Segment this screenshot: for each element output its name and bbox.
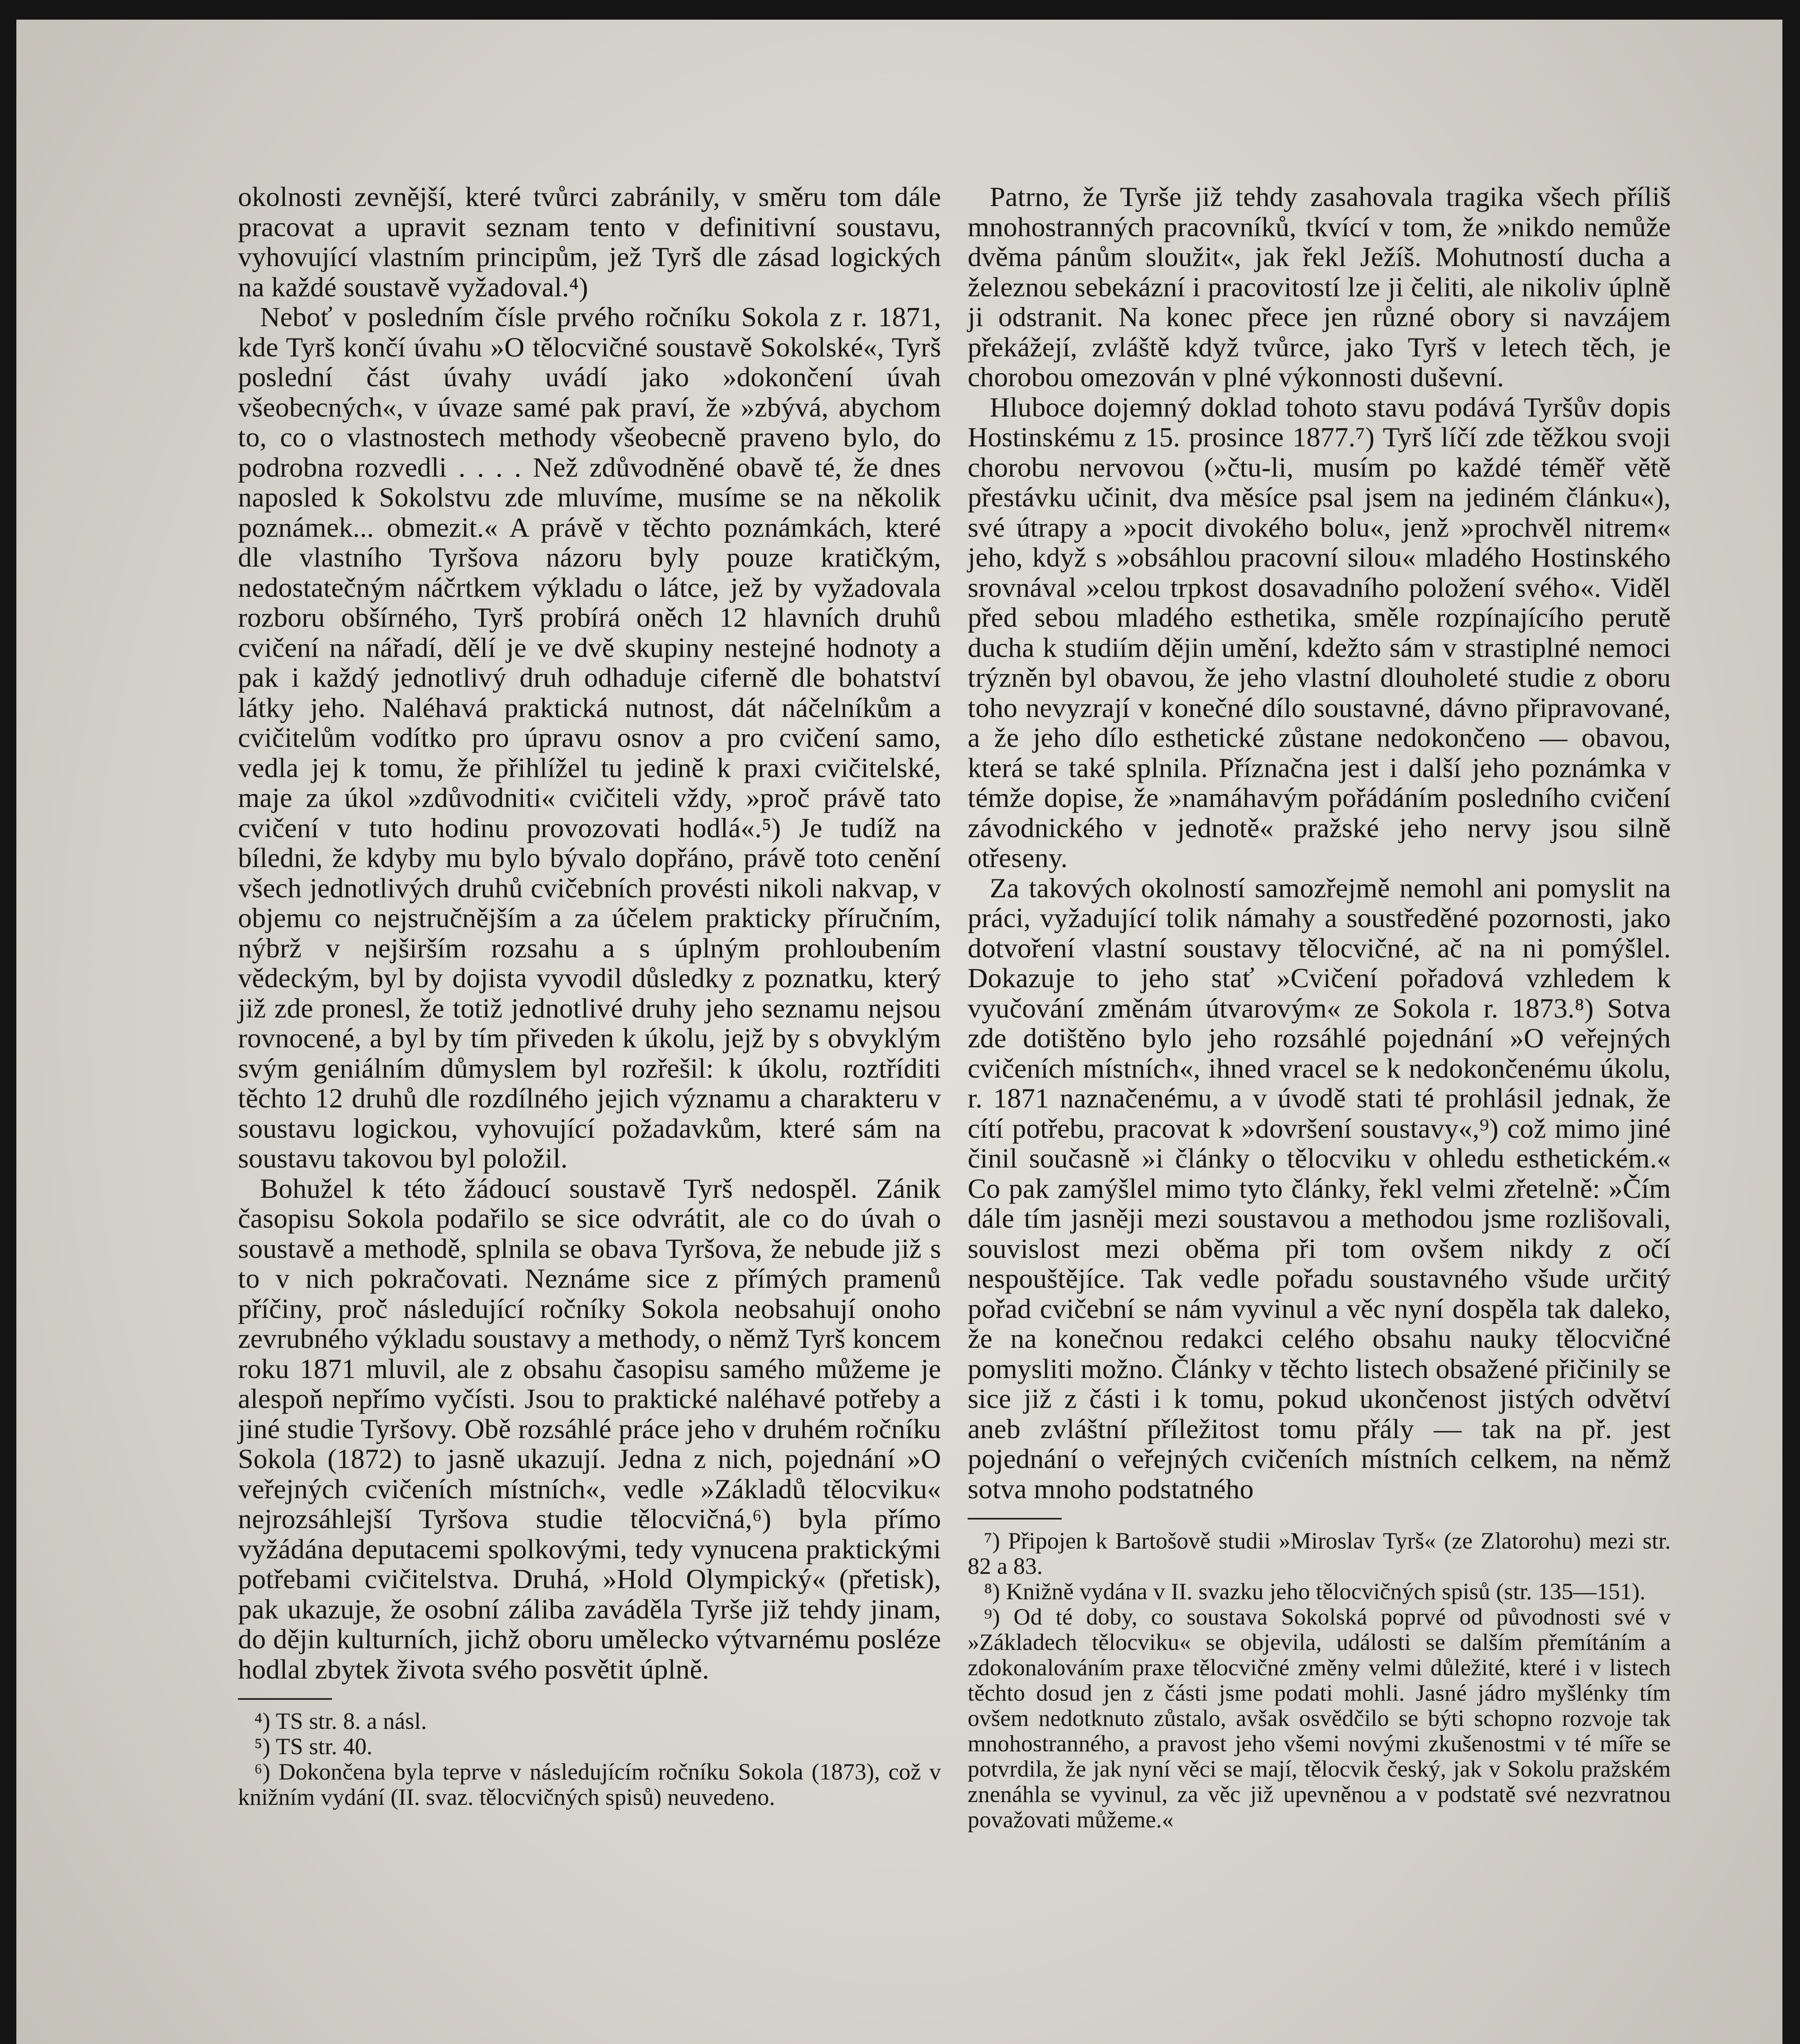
- paragraph: Neboť v posledním čísle prvého ročníku Sokola z r. 1871, kde Tyrš končí úvahu »O tělocvičné soustavě Sokolské«, Tyrš poslední část úvahy uvádí jako »dokončení úvah všeobecných«, v úvaze samé pak praví, že »zbývá, abychom to, co o vlastnostech methody všeobecně praveno bylo, do podrobna rozvedli . . . . Než zdůvodněné obavě té, že dnes naposled k Sokolstvu zde mluvíme, musíme se na několik poznámek... obmezit.« A právě v těchto poznámkách, které dle vlastního Tyršova názoru byly pouze kratičkým, nedostatečným náčrtkem výkladu o látce, jež by vyžadovala rozboru obšírného, Tyrš probírá oněch 12 hlavních druhů cvičení na nářadí, dělí je ve dvě skupiny nestejné hodnoty a pak i každý jednotlivý druh odhaduje ciferně dle bohatství látky jeho. Naléhavá praktická nutnost, dát náčelníkům a cvičitelům vodítko pro úpravu osnov a pro cvičení samo, vedla jej k tomu, že přihlížel tu jedině k praxi cvičitelské, maje za úkol »zdůvodniti« cvičiteli vždy, »proč právě tato cvičení v tuto hodinu provozovati hodlá«.⁵) Je tudíž na bíledni, že kdyby mu bylo bývalo dopřáno, právě toto cenění všech jednotlivých druhů cvičebních provésti nikoli nakvap, v objemu co nejstručnějším a za účelem prakticky příručním, nýbrž v nejširším rozsahu a s úplným prohloubením vědeckým, byl by dojista vyvodil důsledky z poznatku, který již zde pronesl, že totiž jednotlivé druhy jeho seznamu nejsou rovnocené, a byl by tím přiveden k úkolu, jejž by s obvyklým svým geniálním důmyslem byl rozřešil: k úkolu, roztříditi těchto 12 druhů dle rozdílného jejich významu a charakteru v soustavu logickou, vyhovující požadavkům, které sám na soustavu takovou byl položil.: [238, 301, 941, 1174]
- paragraph: Hluboce dojemný doklad tohoto stavu podává Tyršův dopis Hostinskému z 15. prosince 1877.⁷) Tyrš líčí zde těžkou svoji chorobu nervovou (»čtu-li, musím po každé téměř větě přestávku učinit, dva měsíce psal jsem na jediném článku«), své útrapy a »pocit divokého bolu«, jenž »prochvěl nitrem« jeho, když s »obsáhlou pracovní silou« mladého Hostinského srovnával »celou trpkost dosavadního položení svého«. Viděl před sebou mladého esthetika, směle rozpínajícího perutě ducha k studiím dějin umění, kdežto sám v strastiplné nemoci trýzněn byl obavou, že jeho vlastní dlouholeté studie z oboru toho nevyzrají v konečné dílo soustavné, dávno připravované, a že jeho dílo esthetické zůstane nedokončeno — obavou, která se také splnila. Příznačna jest i další jeho poznámka v témže dopise, že »namáhavým pořádáním posledního cvičení závodnického v jednotě« pražské jeho nervy jsou silně otřeseny.: [968, 391, 1671, 873]
- footnote: ⁵) TS str. 40.: [254, 1734, 373, 1759]
- footnote: ⁴) TS str. 8. a násl.: [254, 1708, 427, 1734]
- scan-border-top: [0, 0, 1800, 20]
- footnote: ⁹) Od té doby, co soustava Sokolská poprvé od původnosti své v »Základech tělocviku« se objevila, události se dalším přemítáním a zdokonalováním praxe tělocvičné změny velmi důležité, které i v listech těchto dosud jen z části jsme podati mohli. Jasné jádro myšlénky tím ovšem nedotknuto zůstalo, avšak osvědčilo se býti schopno rozvoje tak mnohostranného, a pravost jeho všemi novými zkušenostmi v té míře se potvrdila, že jak nyní věci se mají, tělocvik český, jak v Sokolu pražském znenáhla se vyvinul, za věc již upevněnou a v podstatě své nezvratnou považovati můžeme.«: [968, 1604, 1671, 1833]
- paragraph: Bohužel k této žádoucí soustavě Tyrš nedospěl. Zánik časopisu Sokola podařilo se sice odvrátit, ale co do úvah o soustavě a methodě, splnila se obava Tyršova, že nebude již s to v nich pokračovati. Neznáme sice z přímých pramenů příčiny, proč následující ročníky Sokola neobsahují onoho zevrubného výkladu soustavy a methody, o němž Tyrš koncem roku 1871 mluvil, ale z obsahu časopisu samého můžeme je alespoň nepřímo vyčísti. Jsou to praktické naléhavé potřeby a jiné studie Tyršovy. Obě rozsáhlé práce jeho v druhém ročníku Sokola (1872) to jasně ukazují. Jedna z nich, pojednání »O veřejných cvičeních místních«, vedle »Základů tělocviku« nejrozsáhlejší Tyršova studie tělocvičná,⁶) byla přímo vyžádána deputacemi spolkovými, tedy vynucena praktickými potřebami cvičitelstva. Druhá, »Hold Olympický« (přetisk), pak ukazuje, že osobní záliba zaváděla Tyrše již tehdy jinam, do dějin kulturních, jichž oboru umělecko výtvarnému posléze hodlal zbytek života svého posvětit úplně.: [238, 1172, 941, 1685]
- scan-border-left: [0, 0, 16, 2044]
- footnote-rule: [968, 1518, 1062, 1520]
- scan-border-right: [1782, 0, 1800, 2044]
- paragraph: okolnosti zevnější, které tvůrci zabránily, v směru tom dále pracovat a upravit seznam tento v definitivní soustavu, vyhovující vlastním principům, jež Tyrš dle zásad logických na každé soustavě vyžadoval.⁴): [238, 181, 941, 303]
- left-column: [238, 182, 941, 1810]
- paragraph: Za takových okolností samozřejmě nemohl ani pomyslit na práci, vyžadující tolik námahy a soustředěné pozornosti, jako dotvoření vlastní soustavy tělocvičné, ač na ni pomýšlel. Dokazuje to jeho stať »Cvičení pořadová vzhledem k vyučování změnám útvarovým« ze Sokola r. 1873.⁸) Sotva zde dotištěno bylo jeho rozsáhlé pojednání »O veřejných cvičeních místních«, ihned vracel se k nedokončenému úkolu, r. 1871 naznačenému, a v úvodě stati té prohlásil jednak, že cítí potřebu, pracovat k »dovršení soustavy«,⁹) což mimo jiné činil současně »i články o tělocviku v ohledu esthetickém.« Co pak zamýšlel mimo tyto články, řekl velmi zřetelně: »Čím dále tím jasněji mezi soustavou a methodou jsme rozlišovali, souvislost mezi oběma při tom ovšem nikdy z očí nespouštějíce. Tak vedle pořadu soustavného všude určitý pořad cvičební se nám vyvinul a věc nyní dospěla tak daleko, že na konečnou redakci celého obsahu nauky tělocvičné pomysliti možno. Články v těchto listech obsažené přičinily se sice již z části i k tomu, pokud ukončenost jistých odvětví aneb zvláštní příležitost tomu přály — tak na př. jest pojednání o veřejných cvičeních místních celkem, na němž sotva mnoho podstatného: [968, 872, 1671, 1504]
- footnote: ⁷) Připojen k Bartošově studii »Miroslav Tyrš« (ze Zlatorohu) mezi str. 82 a 83.: [968, 1528, 1671, 1579]
- right-column: [968, 182, 1671, 1833]
- footnote: ⁶) Dokončena byla teprve v následujícím ročníku Sokola (1873), což v knižním vydání (II. svaz. tělocvičných spisů) neuvedeno.: [238, 1759, 941, 1810]
- footnote-rule: [238, 1698, 332, 1700]
- footnotes: [238, 1709, 941, 1810]
- footnote: ⁸) Knižně vydána v II. svazku jeho tělocvičných spisů (str. 135—151).: [984, 1579, 1646, 1605]
- paragraph: Patrno, že Tyrše již tehdy zasahovala tragika všech příliš mnohostranných pracovníků, tkvící v tom, že »nikdo nemůže dvěma pánům sloužit«, jak řekl Ježíš. Mohutností ducha a železnou sebekázní i pracovitostí lze ji čeliti, ale nikoliv úplně ji odstranit. Na konec přece jen různé obory si navzájem překážejí, zvláště když tvůrce, jako Tyrš v letech těch, je chorobou omezován v plné výkonnosti duševní.: [968, 181, 1671, 392]
- footnotes: [968, 1529, 1671, 1833]
